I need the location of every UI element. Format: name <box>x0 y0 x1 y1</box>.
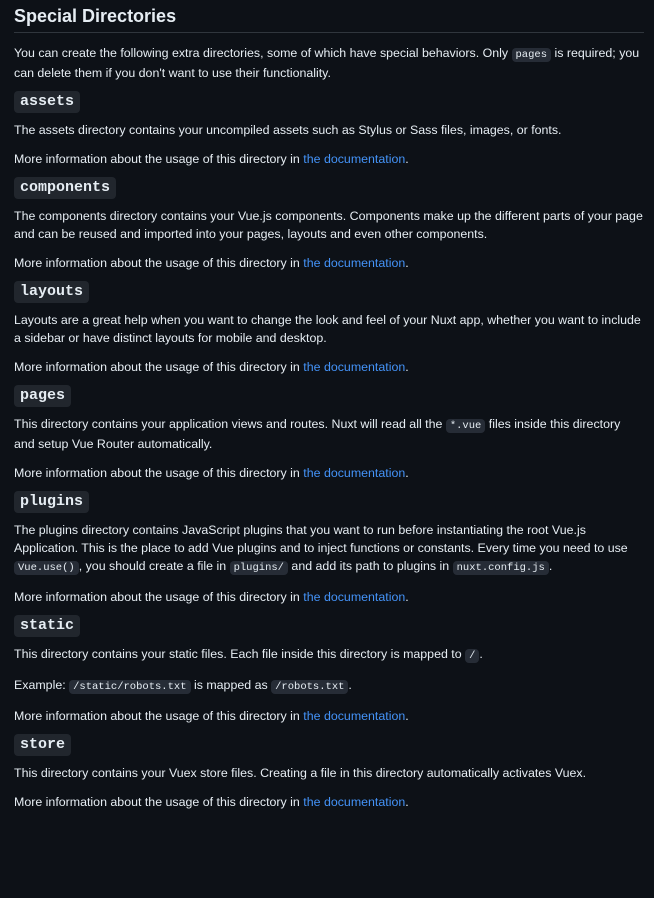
heading-layouts: layouts <box>14 281 89 303</box>
more-info-store <box>14 793 644 811</box>
section-static <box>14 615 644 725</box>
section-assets <box>14 91 644 168</box>
intro-paragraph <box>14 44 644 82</box>
desc-static-text-end: . <box>479 647 483 661</box>
intro-text-end: is required; you can delete them if you don't want to use their functionality. <box>14 46 640 80</box>
more-info-text: More information about the usage of this directory in <box>14 466 304 480</box>
desc-store: This directory contains your Vuex store files. Creating a file in this directory automatically activates Vuex. <box>14 766 587 780</box>
more-info-pages <box>14 464 644 482</box>
more-info-text: More information about the usage of this directory in <box>14 795 304 809</box>
inline-code-nuxt-config: nuxt.config.js <box>453 561 549 575</box>
intro-text: You can create the following extra directories, some of which have special behaviors. Only <box>14 46 512 60</box>
more-info-period: . <box>405 256 409 270</box>
desc-plugins-text-4: . <box>548 559 553 573</box>
inline-code-robots: /robots.txt <box>271 680 348 694</box>
desc-plugins-text-3: and add its path to plugins in <box>287 559 453 573</box>
desc-plugins-text-2: , you should create a file in <box>78 559 230 573</box>
more-info-text: More information about the usage of this directory in <box>14 256 304 270</box>
inline-code-vue-use: Vue.use() <box>14 561 79 575</box>
example-period: . <box>348 678 352 692</box>
more-info-period: . <box>405 590 409 604</box>
desc-plugins-text-1: The plugins directory contains JavaScript plugins that you want to run before instantiating the root Vue.js Application. This is the place to add Vue plugins and to inject functions or constants. Every time you need to use <box>14 523 628 555</box>
section-layouts <box>14 281 644 376</box>
more-info-static <box>14 707 644 725</box>
section-pages <box>14 385 644 482</box>
desc-static <box>14 645 644 665</box>
heading-assets: assets <box>14 91 80 113</box>
example-label: Example: <box>14 678 70 692</box>
more-info-period: . <box>405 795 409 809</box>
heading-static: static <box>14 615 80 637</box>
desc-layouts: Layouts are a great help when you want to change the look and feel of your Nuxt app, whether you want to include a sidebar or have distinct layouts for mobile and desktop. <box>14 313 641 345</box>
desc-pages-text-end: files inside this directory and setup Vue Router automatically. <box>14 417 621 451</box>
more-info-text: More information about the usage of this directory in <box>14 152 304 166</box>
section-plugins <box>14 491 644 606</box>
desc-assets: The assets directory contains your uncompiled assets such as Stylus or Sass files, images, or fonts. <box>14 123 562 137</box>
documentation-link-components[interactable]: the documentation <box>303 256 406 270</box>
inline-code-pages: pages <box>512 48 552 62</box>
inline-code-static-robots: /static/robots.txt <box>69 680 190 694</box>
more-info-text: More information about the usage of this directory in <box>14 709 304 723</box>
more-info-period: . <box>405 360 409 374</box>
more-info-period: . <box>405 152 409 166</box>
desc-components: The components directory contains your Vue.js components. Components make up the different parts of your page and can be reused and imported into your pages, layouts and even other components. <box>14 209 643 241</box>
documentation-link-pages[interactable]: the documentation <box>303 466 406 480</box>
inline-code-vue-files: *.vue <box>446 419 486 433</box>
desc-pages-text: This directory contains your application views and routes. Nuxt will read all the <box>14 417 446 431</box>
heading-components: components <box>14 177 116 199</box>
documentation-link-static[interactable]: the documentation <box>303 709 406 723</box>
section-components <box>14 177 644 272</box>
more-info-layouts <box>14 358 644 376</box>
example-mid-text: is mapped as <box>190 678 272 692</box>
desc-plugins <box>14 521 644 577</box>
page-title: Special Directories <box>14 4 644 33</box>
desc-static-text: This directory contains your static files. Each file inside this directory is mapped to <box>14 647 466 661</box>
more-info-components <box>14 254 644 272</box>
heading-pages: pages <box>14 385 71 407</box>
documentation-link-plugins[interactable]: the documentation <box>303 590 406 604</box>
section-store <box>14 734 644 811</box>
heading-plugins: plugins <box>14 491 89 513</box>
more-info-period: . <box>405 709 409 723</box>
more-info-text: More information about the usage of this directory in <box>14 360 304 374</box>
example-static <box>14 676 644 696</box>
documentation-link-store[interactable]: the documentation <box>303 795 406 809</box>
inline-code-plugins-dir: plugins/ <box>230 561 288 575</box>
heading-store: store <box>14 734 71 756</box>
more-info-plugins <box>14 588 644 606</box>
documentation-link-assets[interactable]: the documentation <box>303 152 406 166</box>
inline-code-root-slash: / <box>465 649 479 663</box>
more-info-text: More information about the usage of this directory in <box>14 590 304 604</box>
documentation-link-layouts[interactable]: the documentation <box>303 360 406 374</box>
more-info-period: . <box>405 466 409 480</box>
more-info-assets <box>14 150 644 168</box>
desc-pages <box>14 415 644 453</box>
